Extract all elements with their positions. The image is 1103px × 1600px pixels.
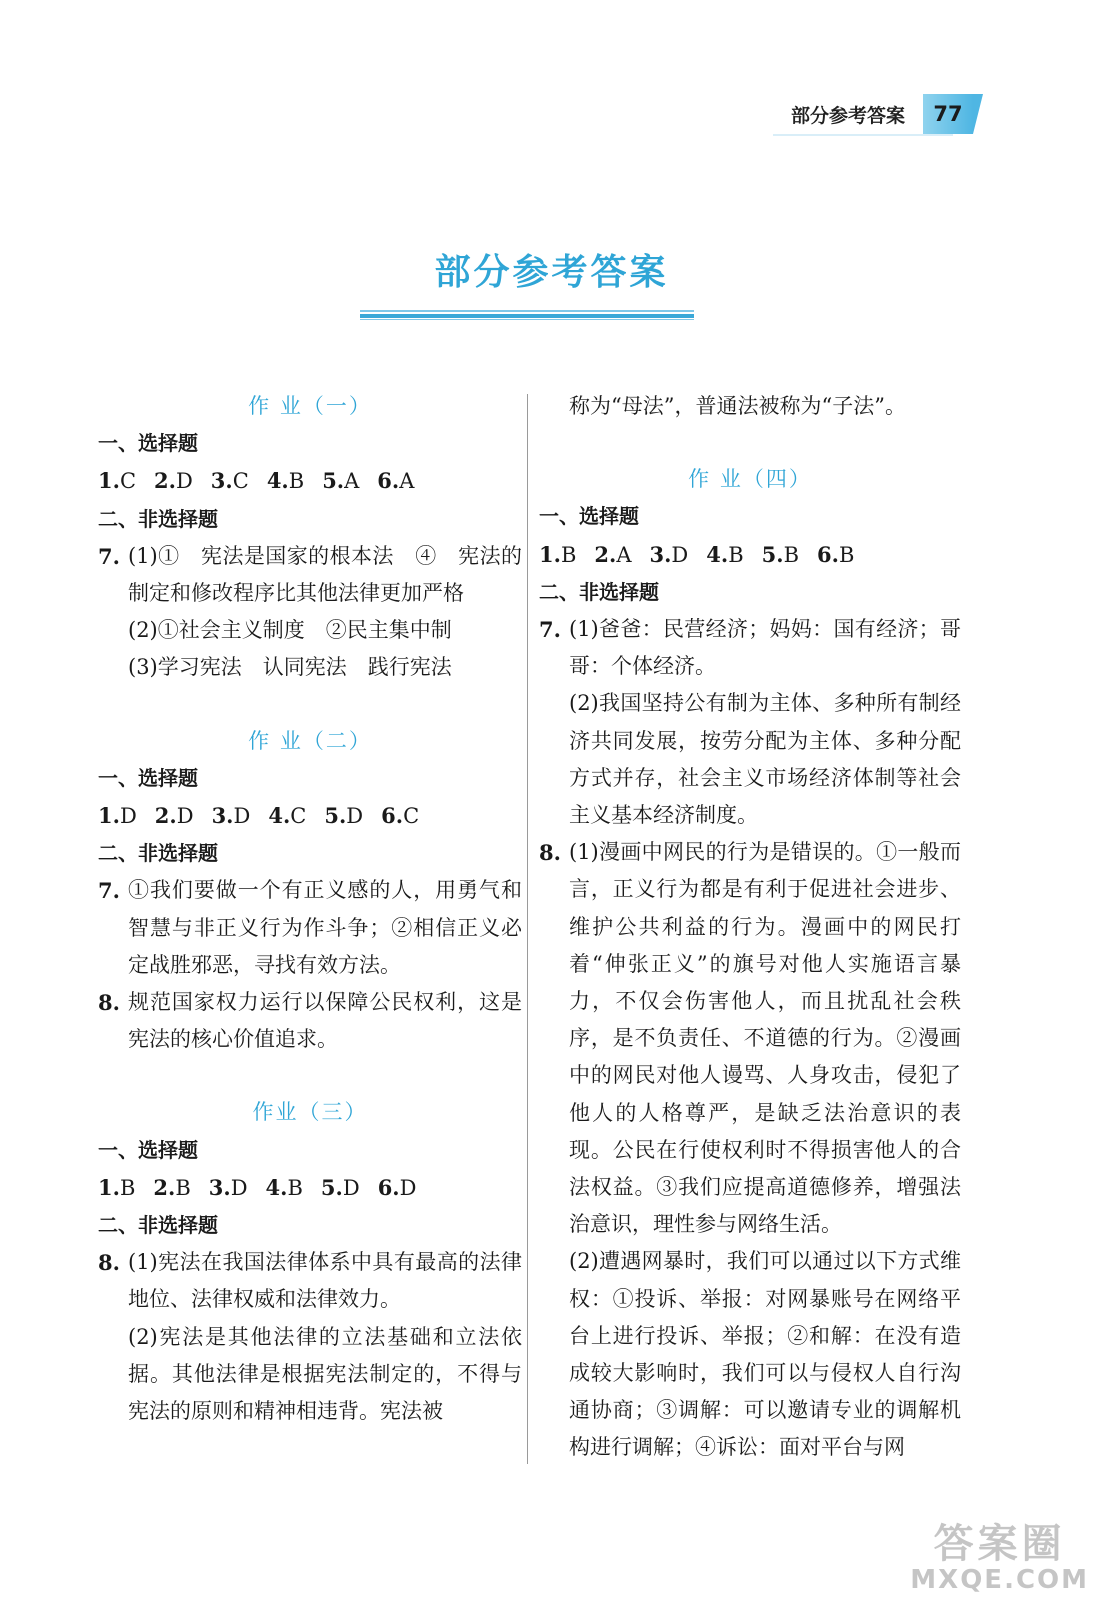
choice-letter: D: [176, 804, 194, 829]
choice-number: 4.: [706, 541, 729, 567]
choice-number: 6.: [381, 803, 404, 829]
choice-answer: [268, 804, 306, 828]
choice-number: 5.: [320, 1174, 343, 1200]
choice-number: 6.: [817, 541, 839, 567]
left-column: [98, 388, 522, 1430]
choice-answer: [649, 543, 688, 567]
title-rule: [360, 310, 694, 320]
answer-item: [98, 872, 522, 984]
watermark-logo: 答案圈: [933, 1521, 1066, 1567]
answer-subpart: (2)我国坚持公有制为主体、多种所有制经济共同发展，按劳分配为主体、多种分配方式并存，社会主义市场经济体制等社会主义基本经济制度。: [569, 691, 961, 828]
choice-number: 2.: [154, 803, 177, 829]
choice-letter: D: [671, 542, 689, 567]
answer-text: (1)爸爸：民营经济；妈妈：国有经济；哥哥：个体经济。: [569, 617, 961, 679]
choice-number: 1.: [98, 803, 120, 829]
answer-text: 规范国家权力运行以保障公民权利，这是宪法的核心价值追求。: [128, 990, 522, 1052]
section-heading-nonchoice: 二、非选择题: [539, 579, 659, 604]
answer-item: [98, 538, 522, 612]
question-number: 8.: [98, 1250, 120, 1276]
choice-letter: B: [560, 542, 577, 567]
choice-letter: B: [288, 469, 305, 494]
choice-number: 1.: [98, 1174, 120, 1200]
choice-letter: B: [783, 542, 800, 567]
choice-number: 2.: [154, 468, 176, 494]
choice-number: 5.: [324, 803, 347, 829]
choice-letter: C: [290, 804, 307, 829]
choice-letter: D: [399, 1175, 417, 1200]
page-title: 部分参考答案: [434, 252, 669, 293]
page-number: 77: [933, 102, 963, 126]
choice-answer: [706, 543, 743, 567]
watermark-url: MXQE.COM: [910, 1565, 1089, 1595]
choice-letter: A: [616, 542, 632, 567]
choice-answer: [762, 543, 799, 567]
choice-number: 1.: [98, 468, 120, 494]
section-heading-choice: 一、选择题: [98, 1137, 198, 1162]
choice-number: 5.: [322, 468, 345, 494]
question-number: 8.: [98, 990, 120, 1016]
homework-2-title: 作 业（二）: [248, 728, 372, 753]
choice-answers: [98, 462, 522, 500]
answer-item: [98, 984, 522, 1058]
choice-letter: C: [403, 804, 420, 829]
choice-letter: B: [838, 542, 855, 567]
answer-subpart: (3)学习宪法 认同宪法 践行宪法: [128, 655, 452, 680]
choice-answer: [266, 1176, 303, 1200]
choice-answer: [155, 804, 194, 828]
choice-letter: A: [399, 469, 415, 494]
choice-number: 2.: [153, 1174, 176, 1200]
answer-item: [539, 834, 961, 1243]
choice-answers: [98, 1169, 522, 1207]
running-header: [791, 92, 973, 136]
choice-letter: B: [119, 1175, 136, 1200]
answer-subpart: (2)遭遇网暴时，我们可以通过以下方式维权：①投诉、举报：对网暴账号在网络平台上进行投诉、举报；②和解：在没有造成较大影响时，我们可以与侵权人自行沟通协商；③调解：可以邀请专业的调解机构进行调解；④诉讼：面对平台与网: [569, 1249, 961, 1460]
choice-number: 3.: [211, 803, 234, 829]
choice-letter: D: [342, 1175, 360, 1200]
choice-letter: B: [175, 1175, 191, 1200]
choice-letter: D: [175, 469, 193, 494]
choice-answer: [321, 1176, 360, 1200]
answer-item: [98, 1244, 522, 1318]
choice-number: 3.: [649, 541, 672, 567]
choice-answer: [377, 469, 414, 493]
section-heading-choice: 一、选择题: [98, 431, 198, 456]
question-number: 7.: [98, 878, 120, 904]
right-column: [539, 388, 961, 1467]
answer-subpart: (2)宪法是其他法律的立法基础和立法依据。其他法律是根据宪法制定的，不得与宪法的原则和精神相违背。宪法被: [128, 1324, 522, 1424]
answer-text: (1)漫画中网民的行为是错误的。①一般而言，正义行为都是有利于促进社会进步、维护公共利益的行为。漫画中的网民打着“伸张正义”的旗号对他人实施语言暴力，不仅会伤害他人，而且扰乱社会秩序，是不负责任、不道德的行为。②漫画中的网民对他人谩骂、人身攻击，侵犯了他人的人格尊严，是缺乏法治意识的表现。公民在行使权利时不得损害他人的合法权益。③我们应提高道德修养，增强法治意识，理性参与网络生活。: [569, 840, 961, 1237]
question-number: 8.: [539, 840, 561, 866]
choice-letter: A: [344, 469, 360, 494]
choice-answer: [98, 469, 136, 493]
section-heading-nonchoice: 二、非选择题: [98, 506, 218, 531]
choice-letter: C: [119, 469, 137, 494]
choice-number: 6.: [377, 1174, 400, 1200]
choice-letter: D: [119, 804, 137, 829]
choice-answer: [378, 1176, 417, 1200]
choice-letter: D: [346, 804, 364, 829]
choice-answer: [267, 469, 304, 493]
choice-answer: [322, 469, 359, 493]
choice-answer: [98, 804, 137, 828]
answer-text: (1)宪法在我国法律体系中具有最高的法律地位、法律权威和法律效力。: [128, 1250, 522, 1312]
choice-number: 6.: [377, 468, 400, 494]
choice-answer: [324, 804, 363, 828]
homework-1-title: 作 业（一）: [248, 394, 372, 418]
answer-item: [539, 611, 961, 685]
answer-text: ①我们要做一个有正义感的人，用勇气和智慧与非正义行为作斗争；②相信正义必定战胜邪恶，寻找有效方法。: [128, 878, 522, 977]
choice-answer: [154, 469, 193, 493]
choice-answer: [212, 804, 251, 828]
column-divider: [527, 394, 528, 1464]
choice-letter: D: [230, 1175, 248, 1200]
question-number: 7.: [98, 543, 120, 569]
homework-4-title: 作 业（四）: [688, 467, 812, 492]
choice-number: 3.: [208, 1174, 231, 1200]
continued-text: 称为“母法”，普通法被称为“子法”。: [569, 394, 906, 418]
section-heading-choice: 一、选择题: [539, 504, 639, 529]
choice-letter: B: [728, 542, 744, 567]
choice-number: 5.: [761, 541, 784, 567]
choice-letter: C: [232, 469, 249, 494]
choice-number: 3.: [210, 468, 233, 494]
choice-answer: [211, 469, 249, 493]
choice-answers: [539, 536, 961, 574]
choice-answer: [153, 1176, 190, 1200]
choice-answer: [594, 543, 631, 567]
choice-answer: [98, 1176, 135, 1200]
watermark: [910, 1522, 1089, 1594]
choice-answer: [209, 1176, 248, 1200]
header-underline: [773, 134, 953, 136]
running-title: 部分参考答案: [790, 104, 905, 127]
homework-3-title: 作业（三）: [252, 1100, 368, 1125]
answer-text: (1)① 宪法是国家的根本法 ④ 宪法的制定和修改程序比其他法律更加严格: [128, 543, 522, 606]
question-number: 7.: [539, 617, 561, 643]
choice-number: 4.: [268, 803, 291, 829]
choice-letter: D: [233, 804, 251, 829]
choice-answer: [381, 804, 419, 828]
section-heading-choice: 一、选择题: [98, 765, 198, 790]
choice-number: 1.: [539, 541, 561, 567]
choice-answer: [539, 543, 576, 567]
choice-answer: [817, 543, 854, 567]
choice-letter: B: [287, 1175, 303, 1200]
choice-answers: [98, 797, 522, 835]
page-number-tab: [923, 94, 973, 134]
choice-number: 4.: [266, 468, 289, 494]
choice-number: 2.: [594, 541, 617, 567]
answer-subpart: (2)①社会主义制度 ②民主集中制: [128, 618, 452, 643]
section-heading-nonchoice: 二、非选择题: [98, 1213, 218, 1238]
section-heading-nonchoice: 二、非选择题: [98, 841, 218, 866]
choice-number: 4.: [265, 1174, 288, 1200]
